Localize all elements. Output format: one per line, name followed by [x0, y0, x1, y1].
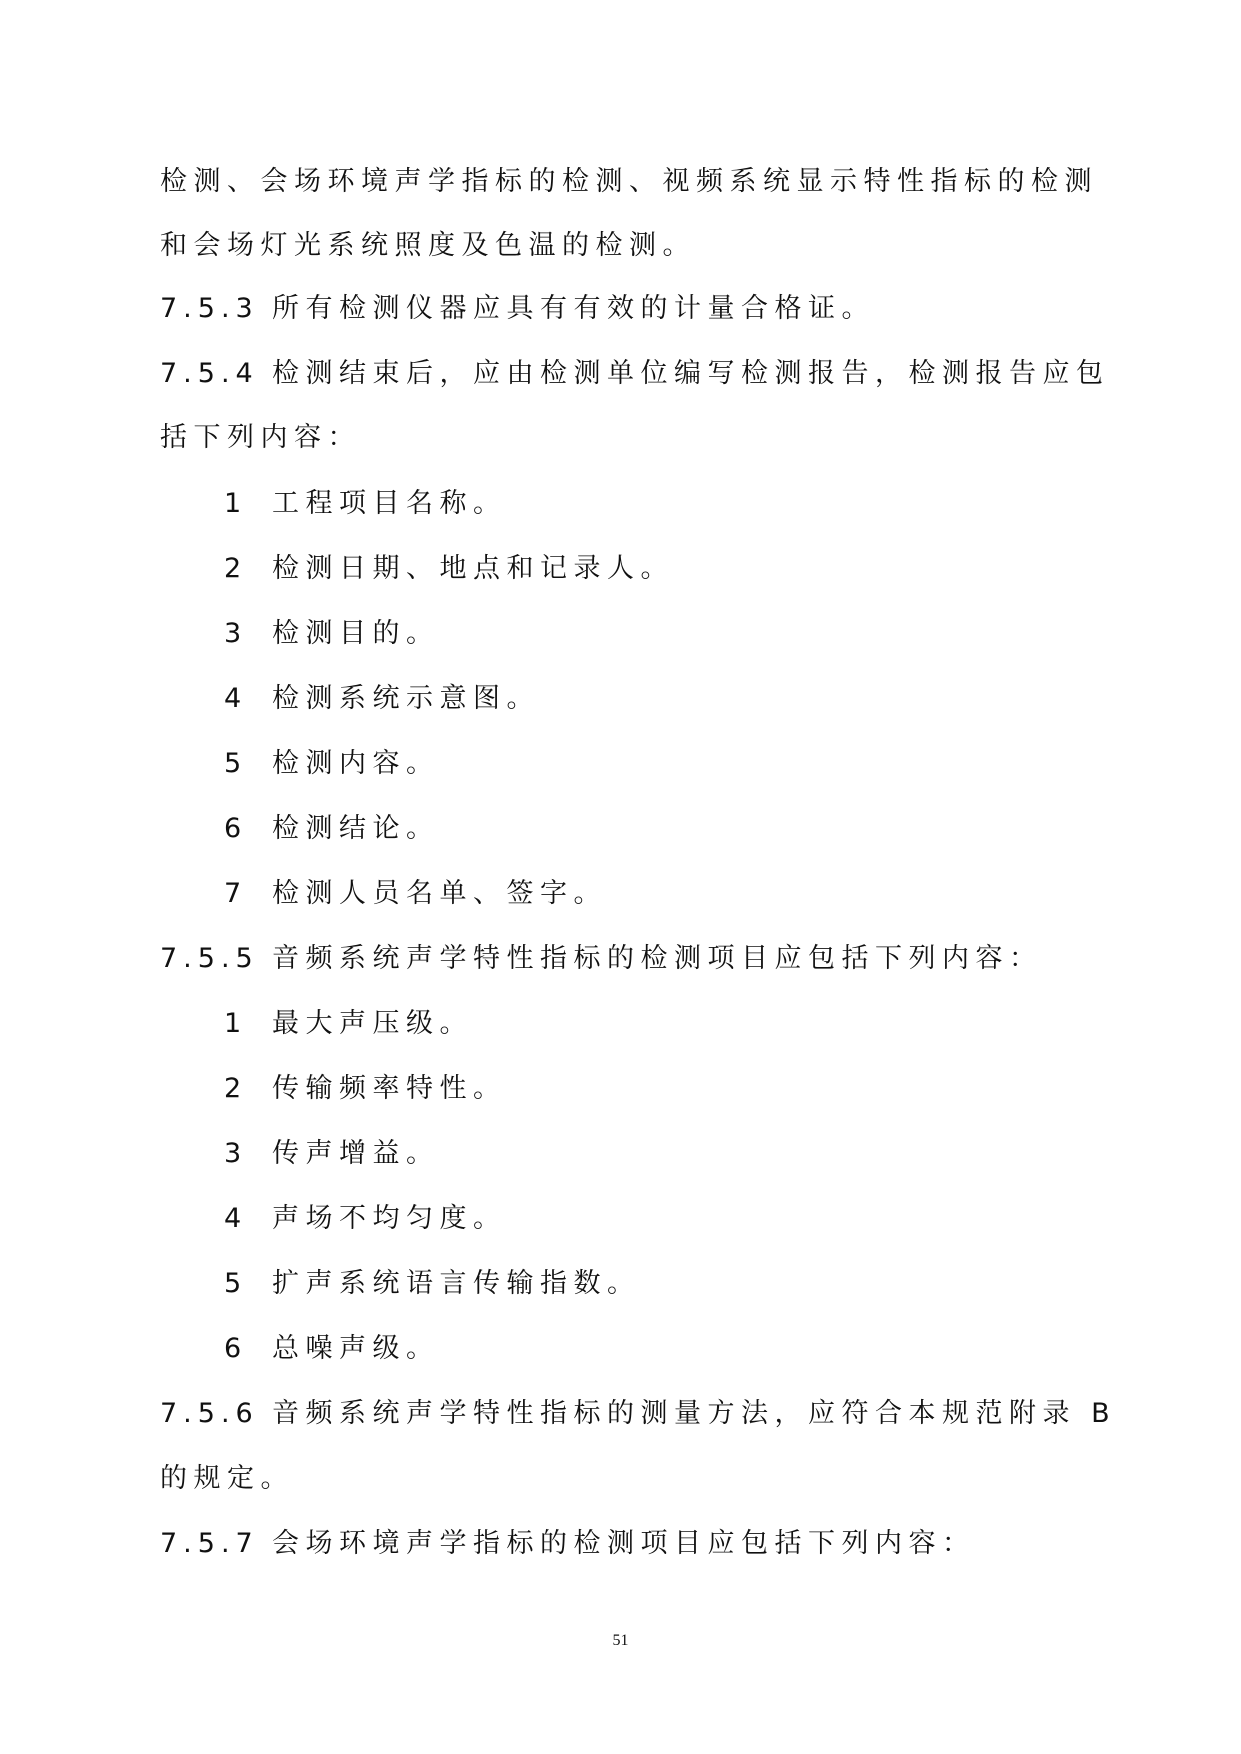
clause-7-5-5 — [160, 942, 1043, 976]
clause-7-5-6-continuation — [160, 1462, 294, 1496]
list-item — [160, 1332, 440, 1366]
item-number: 6 — [224, 1333, 242, 1364]
item-number: 5 — [224, 1268, 242, 1299]
list-item — [160, 1202, 507, 1236]
clause-text: 所有检测仪器应具有有效的计量合格证。 — [272, 293, 875, 324]
item-text: 检测人员名单、签字。 — [272, 878, 607, 909]
list-item — [160, 877, 607, 911]
list-item — [160, 487, 507, 521]
item-text: 总噪声级。 — [272, 1333, 440, 1364]
item-number: 6 — [224, 813, 242, 844]
item-number: 3 — [224, 1138, 242, 1169]
clause-number: 7.5.3 — [160, 293, 259, 324]
clause-text: 检测结束后，应由检测单位编写检测报告，检测报告应包 — [272, 358, 1110, 389]
list-item — [160, 1267, 641, 1301]
continuation-line-2 — [160, 229, 696, 263]
list-item — [160, 682, 540, 716]
item-text: 传声增益。 — [272, 1138, 440, 1169]
item-number: 2 — [224, 1073, 242, 1104]
item-number: 7 — [224, 878, 242, 909]
clause-number: 7.5.5 — [160, 943, 259, 974]
item-number: 4 — [224, 1203, 242, 1234]
item-text: 检测内容。 — [272, 748, 440, 779]
item-text: 检测目的。 — [272, 618, 440, 649]
item-text: 扩声系统语言传输指数。 — [272, 1268, 641, 1299]
list-item — [160, 1007, 473, 1041]
list-item — [160, 617, 440, 651]
item-number: 5 — [224, 748, 242, 779]
clause-7-5-4-continuation — [160, 421, 361, 455]
continuation-line-1 — [160, 165, 1098, 199]
paragraph-text: 和会场灯光系统照度及色温的检测。 — [160, 230, 696, 261]
item-number: 1 — [224, 1008, 242, 1039]
list-item — [160, 1137, 440, 1171]
page-number: 51 — [612, 1632, 629, 1649]
item-text: 声场不均匀度。 — [272, 1203, 507, 1234]
list-item — [160, 1072, 507, 1106]
clause-7-5-7 — [160, 1527, 976, 1561]
clause-text: 的规定。 — [160, 1463, 294, 1494]
clause-7-5-6 — [160, 1397, 1116, 1431]
clause-text: 会场环境声学指标的检测项目应包括下列内容： — [272, 1528, 976, 1559]
clause-number: 7.5.4 — [160, 358, 259, 389]
item-text: 检测系统示意图。 — [272, 683, 540, 714]
clause-text: 音频系统声学特性指标的检测项目应包括下列内容： — [272, 943, 1043, 974]
item-number: 1 — [224, 488, 242, 519]
list-item — [160, 747, 440, 781]
item-number: 3 — [224, 618, 242, 649]
item-text: 工程项目名称。 — [272, 488, 507, 519]
clause-7-5-3 — [160, 292, 875, 326]
clause-number: 7.5.6 — [160, 1398, 259, 1429]
item-text: 传输频率特性。 — [272, 1073, 507, 1104]
item-number: 2 — [224, 553, 242, 584]
paragraph-text: 检测、会场环境声学指标的检测、视频系统显示特性指标的检测 — [160, 166, 1098, 197]
clause-text: 括下列内容： — [160, 422, 361, 453]
item-text: 检测日期、地点和记录人。 — [272, 553, 674, 584]
item-number: 4 — [224, 683, 242, 714]
item-text: 检测结论。 — [272, 813, 440, 844]
clause-7-5-4 — [160, 357, 1110, 391]
list-item — [160, 552, 674, 586]
clause-number: 7.5.7 — [160, 1528, 259, 1559]
item-text: 最大声压级。 — [272, 1008, 473, 1039]
clause-text: 音频系统声学特性指标的测量方法，应符合本规范附录 B — [272, 1398, 1117, 1429]
list-item — [160, 812, 440, 846]
